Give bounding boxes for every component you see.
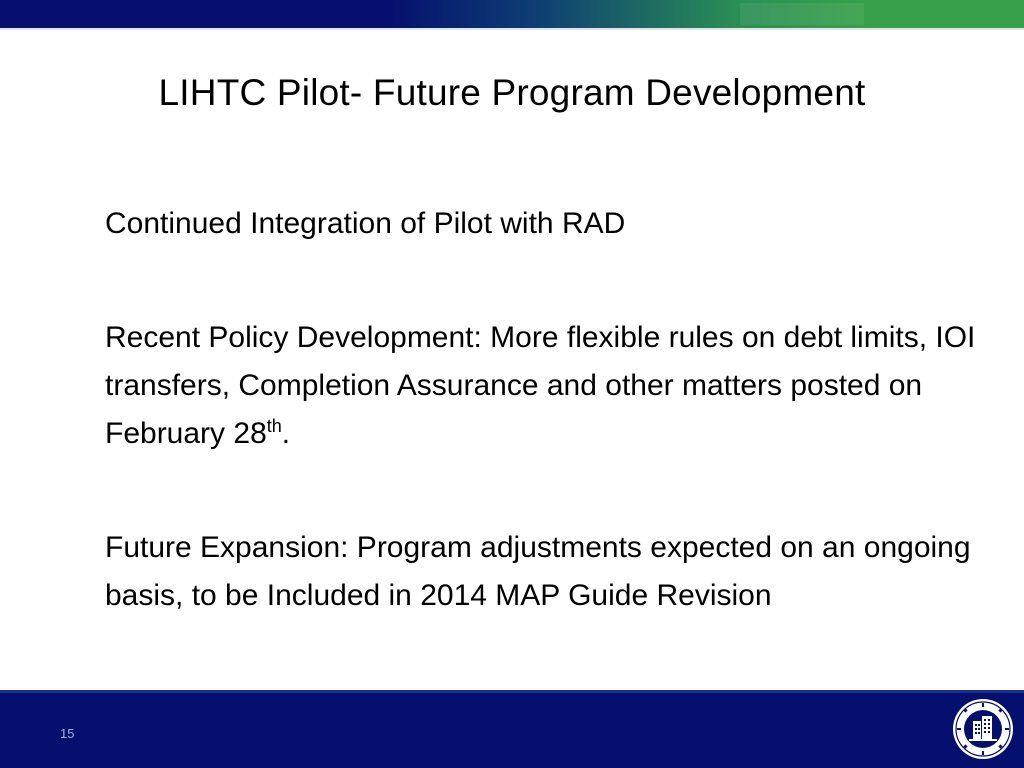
bullet-policy-development xyxy=(105,314,985,458)
bullet-future-expansion: Future Expansion: Program adjustments expected on an ongoing basis, to be Included in 2014 MAP Guide Revision xyxy=(105,531,971,612)
hud-seal-icon xyxy=(951,697,1015,761)
slide-title: LIHTC Pilot- Future Program Development xyxy=(158,72,866,113)
page-number: 15 xyxy=(60,726,75,741)
bullet-policy-text: Recent Policy Development: More flexible rules on debt limits, IOI transfers, Completion Assurance and other matters posted on February 28 xyxy=(105,321,976,450)
bullet-policy-period: . xyxy=(281,417,291,450)
bullet-integration: Continued Integration of Pilot with RAD xyxy=(105,207,626,240)
top-band-divider xyxy=(0,28,1024,30)
top-band-accent xyxy=(740,3,864,25)
footer-band xyxy=(0,693,1024,768)
top-gradient-band xyxy=(0,0,1024,28)
slide-content xyxy=(105,200,985,686)
bullet-policy-superscript: th xyxy=(266,416,282,436)
